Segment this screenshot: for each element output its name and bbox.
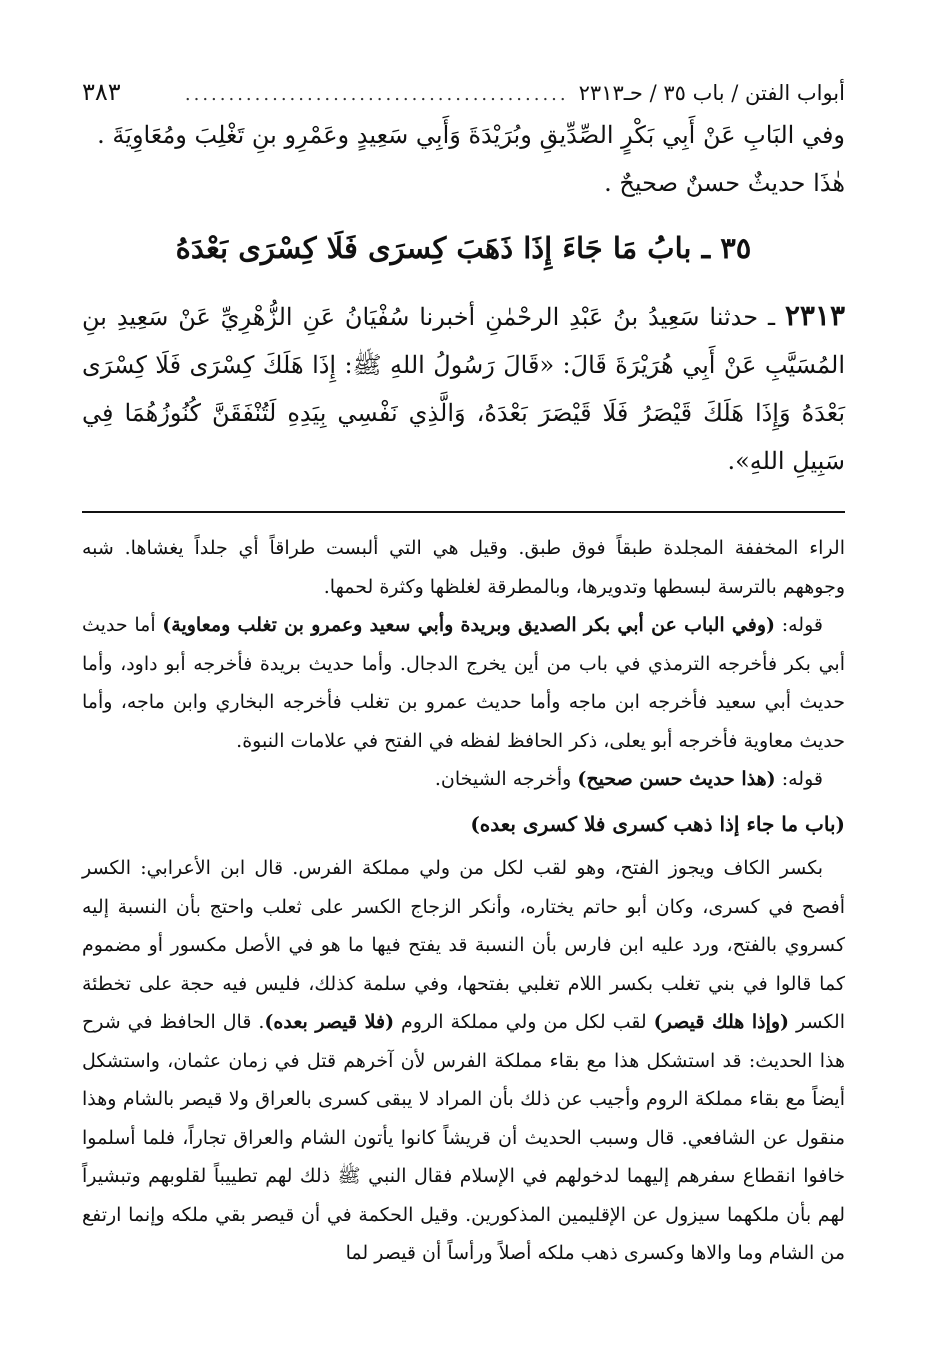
commentary-paragraph-4: [82, 849, 845, 1273]
hadith-main-text: [82, 112, 845, 206]
commentary-section: [82, 529, 845, 1273]
hadith-grade-line: هٰذَا حديثٌ حسنٌ صحيحٌ .: [604, 169, 845, 197]
footnote-divider: [82, 511, 845, 513]
quoted-phrase: (فلا قيصر بعده): [264, 1011, 395, 1033]
hadith-number: ٢٣١٣: [784, 299, 846, 332]
commentary-paragraph-2: [82, 606, 845, 760]
quoted-phrase: (وإذا هلك قيصر): [653, 1011, 790, 1033]
commentary-paragraph-1: الراء المخففة المجلدة طبقاً فوق طبق. وقيل هي التي ألبست طراقاً أي جلداً يغشاها. شبه وجوههم بالترسة لبسطها وتدويرها، وبالمطرقة لغلظها وكثرة لحمها.: [82, 537, 845, 598]
commentary-text: . قال الحافظ في شرح هذا الحديث: قد استشكل هذا مع بقاء مملكة الفرس لأن آخرهم قتل في زمان عثمان، واستشكل أيضاً مع بقاء مملكة الروم وأجيب عن ذلك بأن المراد لا يبقى كسرى بالعراق ولا قيصر بالشام وهذا منقول عن الشافعي. قال وسبب الحديث أن قريشاً كانوا يأتون الشام والعراق تجاراً، فلما أسلموا خافوا انقطاع سفرهم إليهما لدخولهم في الإسلام فقال النبي ﷺ ذلك لهم تطييباً لقلوبهم وتبشيراً لهم بأن ملكهما سيزول عن الإقليمين المذكورين. وقيل الحكمة في أن قيصر بقي ملكه وإنما ارتفع من الشام وما والاها وكسرى ذهب ملكه أصلاً ورأساً أن قيصر لما: [82, 1011, 845, 1264]
commentary-text: بكسر الكاف ويجوز الفتح، وهو لقب لكل من ولي مملكة الفرس. قال ابن الأعرابي: الكسر أفصح في كسرى، وكان أبو حاتم يختاره، وأنكر الزجاج الكسر على ثعلب واحتج بأن النسبة إليه كسروي بالفتح، ورد عليه ابن فارس بأن النسبة قد يفتح فيها ما هو في الأصل مكسور أو مضموم كما قالوا في بني تغلب بكسر اللام تغلبي بفتحها، وفي سلمة كذلك، فليس فيه حجة على تخطئة الكسر: [82, 857, 845, 1033]
hadith-2313: [82, 292, 845, 485]
running-header: [82, 78, 845, 112]
page-number: ٣٨٣: [82, 78, 121, 106]
hadith-body: ـ حدثنا سَعِيدُ بنُ عَبْدِ الرحْمٰنِ أخبرنا سُفْيَانُ عَنِ الزُّهْرِيِّ عَنْ سَعِيدِ بنِ المُسَيَّبِ عَنْ أَبِي هُرَيْرَةَ قَالَ: «قَالَ رَسُولُ اللهِ ﷺ: إِذَا هَلَكَ كِسْرَى فَلَا كِسْرَى بَعْدَهُ وَإِذَا هَلَكَ قَيْصَرُ فَلَا قَيْصَرَ بَعْدَهُ، وَالَّذِي نَفْسِي بِيَدِهِ لَتُنْفَقَنَّ كُنُوزُهُمَا فِي سَبِيلِ اللهِ».: [82, 303, 846, 475]
bab-reference-line: وفي البَابِ عَنْ أَبِي بَكْرٍ الصِّدِّيقِ وبُرَيْدَةَ وَأَبِي سَعِيدٍ وعَمْرِو بنِ تَغْلِبَ ومُعَاوِيَةَ .: [97, 121, 845, 149]
commentary-paragraph-3: [82, 760, 845, 799]
commentary-text: أما حديث أبي بكر فأخرجه الترمذي في باب من أين يخرج الدجال. وأما حديث بريدة فأخرجه أبو داود، وأما حديث أبي سعيد فأخرجه ابن ماجه وأما حديث عمرو بن تغلب فأخرجه البخاري وابن ماجه، وأما حديث معاوية فأخرجه أبو يعلى، ذكر الحافظ لفظه في الفتح في علامات النبوة.: [82, 614, 845, 752]
quoted-phrase: (وفي الباب عن أبي بكر الصديق وبريدة وأبي سعيد وعمرو بن تغلب ومعاوية): [162, 614, 775, 636]
qawluhu-label: قوله:: [775, 768, 823, 790]
commentary-text: لقب لكل من ولي مملكة الروم: [394, 1011, 654, 1033]
commentary-chapter-heading: (باب ما جاء إذا ذهب كسرى فلا كسرى بعده): [470, 811, 845, 836]
chapter-heading: ٣٥ ـ بابُ مَا جَاءَ إِذَا ذَهَبَ كِسرَى فَلَا كِسْرَى بَعْدَهُ: [175, 231, 752, 265]
commentary-text: وأخرجه الشيخان.: [434, 768, 578, 790]
leader-dots: ............................................: [184, 84, 569, 105]
qawluhu-label: قوله:: [775, 614, 823, 636]
quoted-phrase: (هذا حديث حسن صحيح): [577, 768, 776, 790]
running-header-title: أبواب الفتن / باب ٣٥ / حـ٢٣١٣: [578, 81, 845, 105]
